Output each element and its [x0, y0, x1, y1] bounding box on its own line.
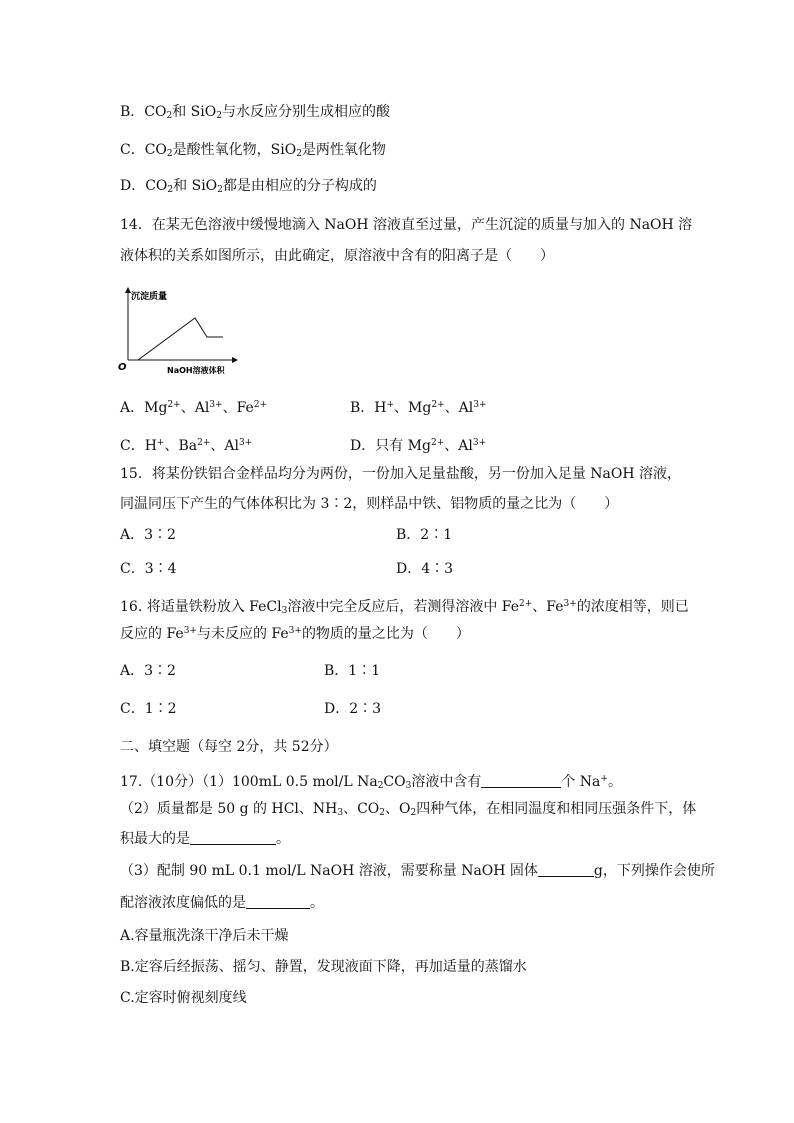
- q17-part-2-line-2: 积最大的是 。: [120, 831, 290, 847]
- q15-stem-line-1: 15．将某份铁铝合金样品均分为两份，一份加入足量盐酸，另一份加入足量 NaOH 溶液，: [120, 466, 681, 482]
- q17-part-3-line-1: （3）配制 90 mL 0.1 mol/L NaOH 溶液，需要称量 NaOH 固体 g，下列操作会使所: [120, 863, 715, 879]
- answer-blank-4[interactable]: [246, 894, 310, 909]
- q13-option-b: B．$CO_2$和 SiO$_2$与水反应分别生成相应的酸: [120, 104, 390, 121]
- q14-stem-line-1: 14．在某无色溶液中缓慢地滴入 NaOH 溶液直至过量，产生沉淀的质量与加入的 NaOH 溶: [120, 217, 693, 233]
- q15-option-c: C．3∶4: [120, 561, 177, 577]
- q16-option-a: A．3∶2: [120, 663, 176, 679]
- q17-choice-b: B.定容后经振荡、摇匀、静置，发现液面下降，再加适量的蒸馏水: [120, 959, 527, 975]
- q14-option-a: A．$Mg^{2+}$、$Al^{3+}$、$Fe^{2+}$: [120, 400, 268, 416]
- q16-option-b: B．1∶1: [324, 663, 381, 679]
- precipitate-graph: [115, 286, 240, 378]
- q13-option-c: C．$CO_2$是酸性氧化物，SiO$_2$是两性氧化物: [120, 142, 386, 159]
- q14-option-b: B．H+、$Mg^{2+}$、$Al^{3+}$: [350, 400, 487, 416]
- q16-option-d: D．2∶3: [324, 701, 382, 717]
- q15-option-b: B．2∶1: [396, 527, 453, 543]
- q17-choice-c: C.定容时俯视刻度线: [120, 990, 247, 1006]
- q14-option-d: D．只有 $Mg^{2+}$、$Al^{3+}$: [350, 438, 487, 454]
- q15-stem-line-2: 同温同压下产生的气体体积比为 3∶2，则样品中铁、铝物质的量之比为（ ）: [120, 496, 619, 512]
- q14-stem-line-2: 液体积的关系如图所示，由此确定，原溶液中含有的阳离子是（ ）: [120, 248, 554, 264]
- answer-blank-3[interactable]: [538, 862, 594, 877]
- q17-part-3-line-2: 配溶液浓度偏低的是 。: [120, 895, 324, 911]
- q15-option-d: D．4∶3: [396, 561, 454, 577]
- q17-choice-a: A.容量瓶洗涤干净后未干燥: [120, 928, 289, 944]
- q16-option-c: C．1∶2: [120, 701, 177, 717]
- precipitate-curve: [138, 318, 223, 360]
- section-2-title: 二、填空题（每空 2分，共 52分）: [120, 739, 338, 755]
- x-axis-label: NaOH溶液体积: [167, 366, 225, 375]
- q13-option-d: D．$CO_2$和 SiO$_2$都是由相应的分子构成的: [120, 178, 377, 195]
- y-axis-label: 沉淀质量: [131, 292, 168, 302]
- origin-label: O: [118, 362, 127, 373]
- answer-blank-1[interactable]: [481, 773, 561, 788]
- q17-part-2-line-1: （2）质量都是 50 g 的 HCl、$NH_3$、$CO_2$、$O_2$四种气体，在相同温度和相同压强条件下，体: [120, 801, 697, 818]
- q16-stem-line-2: 反应的 $Fe^{3+}$与未反应的 $Fe^{3+}$的物质的量之比为（ ）: [120, 626, 470, 642]
- q17-part-1: 17.（10分）（1）100mL 0.5 mol/L $Na_2CO_3$溶液中含有 个 Na+。: [120, 774, 622, 791]
- q14-option-c: C．H+、$Ba^{2+}$、$Al^{3+}$: [120, 438, 253, 454]
- answer-blank-2[interactable]: [190, 830, 276, 845]
- q15-option-a: A．3∶2: [120, 527, 176, 543]
- q16-stem-line-1: 16. 将适量铁粉放入 FeCl$_3$溶液中完全反应后，若测得溶液中 $Fe^{2+}$、$Fe^{3+}$的浓度相等，则已: [120, 599, 689, 616]
